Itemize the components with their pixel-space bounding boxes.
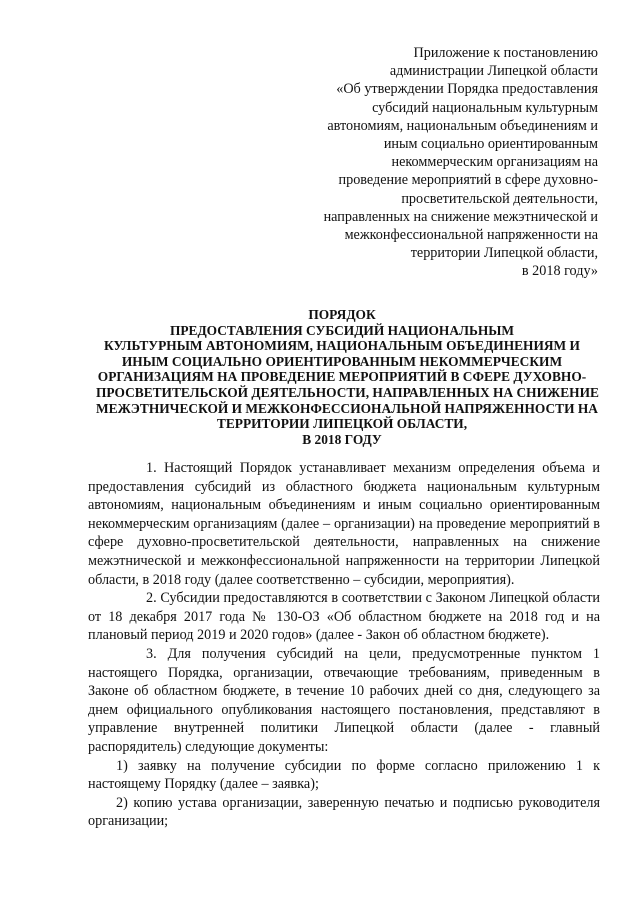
appendix-line: в 2018 году» [521,263,598,280]
appendix-line: иным социально ориентированным [383,136,598,153]
appendix-line: Приложение к постановлению [413,45,598,61]
appendix-header [312,44,598,281]
title-line: ПОРЯДОК [308,307,376,322]
document-body [88,459,600,831]
appendix-line: автономиям, национальным объединениям и [327,117,598,134]
title-line: ОРГАНИЗАЦИЯМ НА ПРОВЕДЕНИЕ МЕРОПРИЯТИЙ В СФЕРЕ ДУХОВНО- [97,369,587,385]
title-line: МЕЖЭТНИЧЕСКОЙ И МЕЖКОНФЕССИОНАЛЬНОЙ НАПРЯЖЕННОСТИ НА [96,400,598,416]
appendix-line: некоммерческим организациям на [391,154,598,171]
title-line: ИНЫМ СОЦИАЛЬНО ОРИЕНТИРОВАННЫМ НЕКОММЕРЧЕСКИМ [121,353,563,369]
title-line: ПРЕДОСТАВЛЕНИЯ СУБСИДИЙ НАЦИОНАЛЬНЫМ [169,322,515,338]
document-title [96,307,599,447]
title-line: ТЕРРИТОРИИ ЛИПЕЦКОЙ ОБЛАСТИ, [216,416,468,432]
appendix-line: «Об утверждении Порядка предоставления [336,81,598,98]
list-item-1: 1) заявку на получение субсидии по форме согласно приложению 1 к настоящему Порядку (далее – заявка); [88,757,600,793]
appendix-line: администрации Липецкой области [389,63,598,80]
title-line: В 2018 ГОДУ [302,431,382,447]
paragraph-2: 2. Субсидии предоставляются в соответствии с Законом Липецкой области от 18 декабря 2017 года № 130-ОЗ «Об областном бюджете на 2018 год и на плановый период 2019 и 2020 годов» (далее - Закон об областном бюджете). [88,590,600,644]
appendix-line: субсидий национальным культурным [372,99,598,116]
title-line: КУЛЬТУРНЫМ АВТОНОМИЯМ, НАЦИОНАЛЬНЫМ ОБЪЕДИНЕНИЯМ И [104,338,580,354]
appendix-line: направленных на снижение межэтнической и [323,208,598,225]
appendix-line: проведение мероприятий в сфере духовно- [338,172,598,189]
appendix-line: просветительской деятельности, [401,190,598,207]
appendix-line: межконфессиональной напряженности на [344,227,598,244]
paragraph-1: 1. Настоящий Порядок устанавливает механизм определения объема и предоставления субсидий из областного бюджета национальным культурным автономиям, национальным объединениям и иным социально ориентированным некоммерческим организациям (далее – организации) на проведение мероприятий в сфере духовно-просветительской деятельности, направленных на снижение межэтнической и межконфессиональной напряженности на территории Липецкой области, в 2018 году (далее соответственно – субсидии, мероприятия). [88,460,600,588]
appendix-line: территории Липецкой области, [410,245,598,262]
paragraph-3: 3. Для получения субсидий на цели, предусмотренные пунктом 1 настоящего Порядка, организации, отвечающие требованиям, приведенным в Законе об областном бюджете, в течение 10 рабочих дней со дня, следующего за днем официального опубликования настоящего постановления, представляют в управление внутренней политики Липецкой области (далее - главный распорядитель) следующие документы: [88,645,600,755]
title-line: ПРОСВЕТИТЕЛЬСКОЙ ДЕЯТЕЛЬНОСТИ, НАПРАВЛЕННЫХ НА СНИЖЕНИЕ [96,384,599,400]
list-item-2: 2) копию устава организации, заверенную печатью и подписью руководителя организации; [88,794,600,830]
